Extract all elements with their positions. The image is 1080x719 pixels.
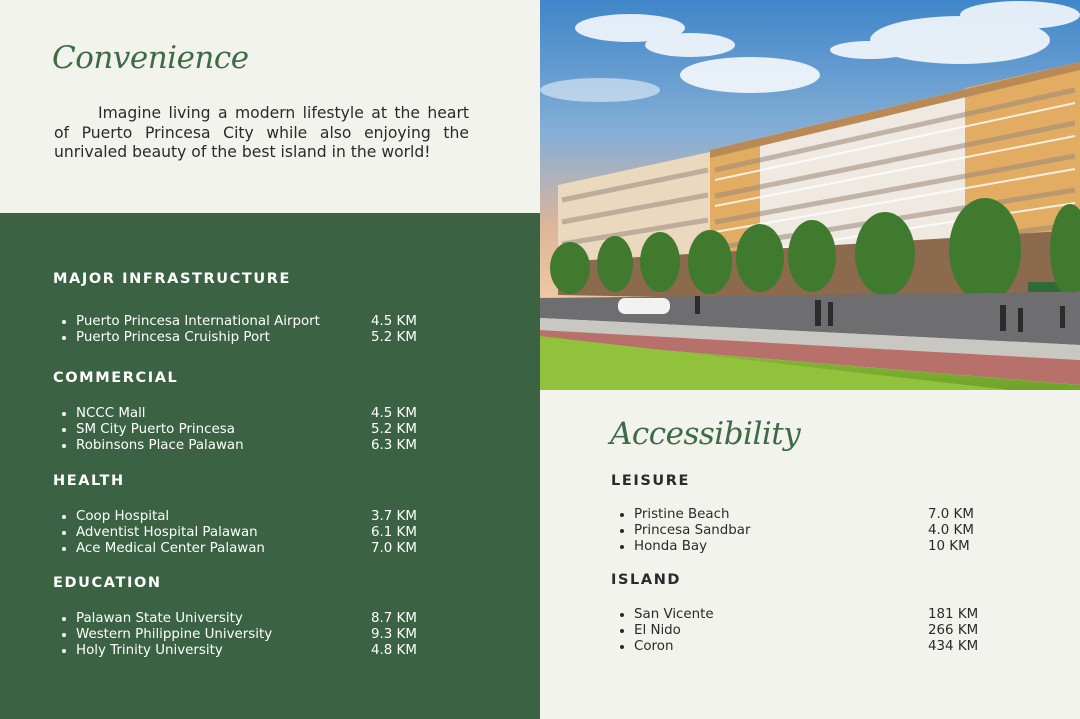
- convenience-panel: [0, 0, 540, 213]
- location-name: Puerto Princesa International Airport: [76, 314, 320, 329]
- bullet-icon: [620, 529, 624, 533]
- location-distance: 10 KM: [928, 539, 970, 554]
- location-name: El Nido: [634, 623, 681, 638]
- list-item: [62, 627, 422, 643]
- location-distance: 8.7 KM: [371, 611, 417, 626]
- list-item: [62, 611, 422, 627]
- bullet-icon: [62, 428, 66, 432]
- bullet-icon: [620, 613, 624, 617]
- list-item: [620, 507, 1000, 523]
- location-name: Adventist Hospital Palawan: [76, 525, 258, 540]
- location-distance: 4.5 KM: [371, 314, 417, 329]
- list-item: [620, 539, 1000, 555]
- location-distance: 7.0 KM: [371, 541, 417, 556]
- location-name: NCCC Mall: [76, 406, 146, 421]
- location-distance: 434 KM: [928, 639, 979, 654]
- bullet-icon: [62, 531, 66, 535]
- building-rendering-image: [540, 0, 1080, 390]
- location-name: Puerto Princesa Cruiship Port: [76, 330, 270, 345]
- leisure-list: [620, 507, 1000, 555]
- location-distance: 181 KM: [928, 607, 979, 622]
- location-name: Princesa Sandbar: [634, 523, 751, 538]
- list-item: [620, 607, 1000, 623]
- location-distance: 4.8 KM: [371, 643, 417, 658]
- bullet-icon: [620, 545, 624, 549]
- location-name: Coron: [634, 639, 674, 654]
- location-distance: 5.2 KM: [371, 330, 417, 345]
- education-list: [62, 611, 422, 659]
- bullet-icon: [62, 633, 66, 637]
- bullet-icon: [62, 649, 66, 653]
- bullet-icon: [62, 547, 66, 551]
- locations-panel: [0, 213, 540, 719]
- infrastructure-list: [62, 314, 422, 346]
- location-name: Robinsons Place Palawan: [76, 438, 244, 453]
- bullet-icon: [62, 515, 66, 519]
- education-heading: EDUCATION: [53, 575, 162, 591]
- location-distance: 4.5 KM: [371, 406, 417, 421]
- accessibility-title: Accessibility: [610, 416, 801, 452]
- location-distance: 9.3 KM: [371, 627, 417, 642]
- island-list: [620, 607, 1000, 655]
- bullet-icon: [620, 645, 624, 649]
- list-item: [62, 525, 422, 541]
- bullet-icon: [62, 444, 66, 448]
- bullet-icon: [62, 412, 66, 416]
- location-distance: 6.3 KM: [371, 438, 417, 453]
- location-name: Coop Hospital: [76, 509, 170, 524]
- leisure-heading: LEISURE: [611, 473, 691, 489]
- list-item: [62, 314, 422, 330]
- list-item: [62, 509, 422, 525]
- list-item: [62, 422, 422, 438]
- infrastructure-heading: MAJOR INFRASTRUCTURE: [53, 271, 292, 287]
- location-distance: 6.1 KM: [371, 525, 417, 540]
- location-distance: 4.0 KM: [928, 523, 974, 538]
- location-name: Holy Trinity University: [76, 643, 223, 658]
- bullet-icon: [620, 513, 624, 517]
- convenience-title: Convenience: [52, 40, 249, 76]
- intro-paragraph: Imagine living a modern lifestyle at the heart of Puerto Princesa City while also enjoying the unrivaled beauty of the best island in the world!: [54, 104, 469, 162]
- location-name: SM City Puerto Princesa: [76, 422, 235, 437]
- location-name: San Vicente: [634, 607, 714, 622]
- list-item: [62, 643, 422, 659]
- bullet-icon: [62, 617, 66, 621]
- bullet-icon: [62, 336, 66, 340]
- health-list: [62, 509, 422, 557]
- health-heading: HEALTH: [53, 473, 125, 489]
- list-item: [620, 623, 1000, 639]
- location-distance: 3.7 KM: [371, 509, 417, 524]
- location-name: Ace Medical Center Palawan: [76, 541, 265, 556]
- list-item: [62, 330, 422, 346]
- list-item: [620, 523, 1000, 539]
- location-distance: 266 KM: [928, 623, 979, 638]
- commercial-heading: COMMERCIAL: [53, 370, 179, 386]
- list-item: [62, 541, 422, 557]
- bullet-icon: [620, 629, 624, 633]
- island-heading: ISLAND: [611, 572, 682, 588]
- list-item: [62, 406, 422, 422]
- location-distance: 5.2 KM: [371, 422, 417, 437]
- commercial-list: [62, 406, 422, 454]
- accessibility-panel: [540, 390, 1080, 719]
- location-name: Pristine Beach: [634, 507, 730, 522]
- bullet-icon: [62, 320, 66, 324]
- list-item: [620, 639, 1000, 655]
- location-distance: 7.0 KM: [928, 507, 974, 522]
- list-item: [62, 438, 422, 454]
- location-name: Honda Bay: [634, 539, 708, 554]
- location-name: Palawan State University: [76, 611, 243, 626]
- location-name: Western Philippine University: [76, 627, 273, 642]
